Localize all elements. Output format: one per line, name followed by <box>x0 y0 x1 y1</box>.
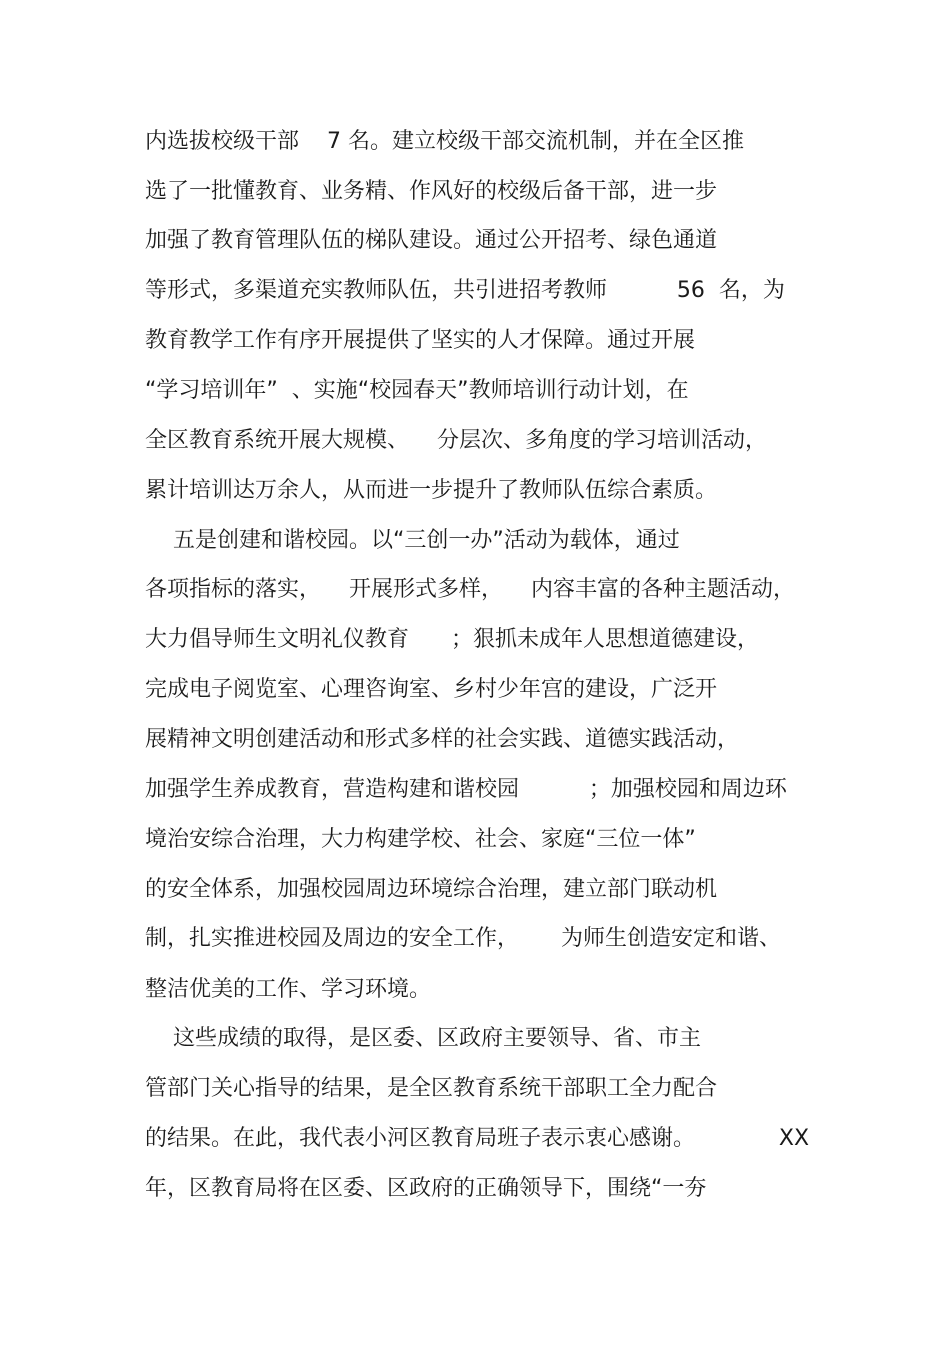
text-line: 的安全体系，加强校园周边环境综合治理，建立部门联动机 <box>145 877 718 902</box>
text-line: 加强了教育管理队伍的梯队建设。通过公开招考、绿色通道 <box>145 228 718 253</box>
text-line: 管部门关心指导的结果，是全区教育系统干部职工全力配合 <box>145 1076 718 1101</box>
paragraph-first-line: 这些成绩的取得，是区委、区政府主要领导、省、市主 <box>145 1026 701 1051</box>
text-line: 的结果。在此，我代表小河区教育局班子表示衷心感谢。 XX <box>145 1126 810 1151</box>
text-line: 内选拔校级干部 7 名。建立校级干部交流机制，并在全区推 <box>145 129 744 154</box>
text-line: 境治安综合治理，大力构建学校、社会、家庭“三位一体” <box>145 827 696 852</box>
text-line: 制，扎实推进校园及周边的安全工作， 为师生创造安定和谐、 <box>145 926 781 951</box>
text-line: 选了一批懂教育、业务精、作风好的校级后备干部，进一步 <box>145 179 718 204</box>
text-line: 教育教学工作有序开展提供了坚实的人才保障。通过开展 <box>145 328 696 353</box>
text-line: 等形式，多渠道充实教师队伍，共引进招考教师 56 名，为 <box>145 278 785 303</box>
text-line: 展精神文明创建活动和形式多样的社会实践、道德实践活动， <box>145 727 740 752</box>
paragraph-first-line: 五是创建和谐校园。以“三创一办”活动为载体，通过 <box>145 528 680 553</box>
text-line: 各项指标的落实， 开展形式多样， 内容丰富的各种主题活动， <box>145 577 795 602</box>
text-line: 累计培训达万余人，从而进一步提升了教师队伍综合素质。 <box>145 478 718 503</box>
text-line: 年，区教育局将在区委、区政府的正确领导下，围绕“一夯 <box>145 1176 707 1201</box>
text-line: 整洁优美的工作、学习环境。 <box>145 977 432 1002</box>
text-line: 全区教育系统开展大规模、 分层次、多角度的学习培训活动， <box>145 428 767 453</box>
text-line: 完成电子阅览室、心理咨询室、乡村少年宫的建设，广泛开 <box>145 677 718 702</box>
text-line: 加强学生养成教育，营造构建和谐校园 ；加强校园和周边环 <box>145 777 787 802</box>
text-line: “学习培训年” 、实施“校园春天”教师培训行动计划，在 <box>145 378 689 403</box>
text-line: 大力倡导师生文明礼仪教育 ；狠抓未成年人思想道德建设， <box>145 627 759 652</box>
